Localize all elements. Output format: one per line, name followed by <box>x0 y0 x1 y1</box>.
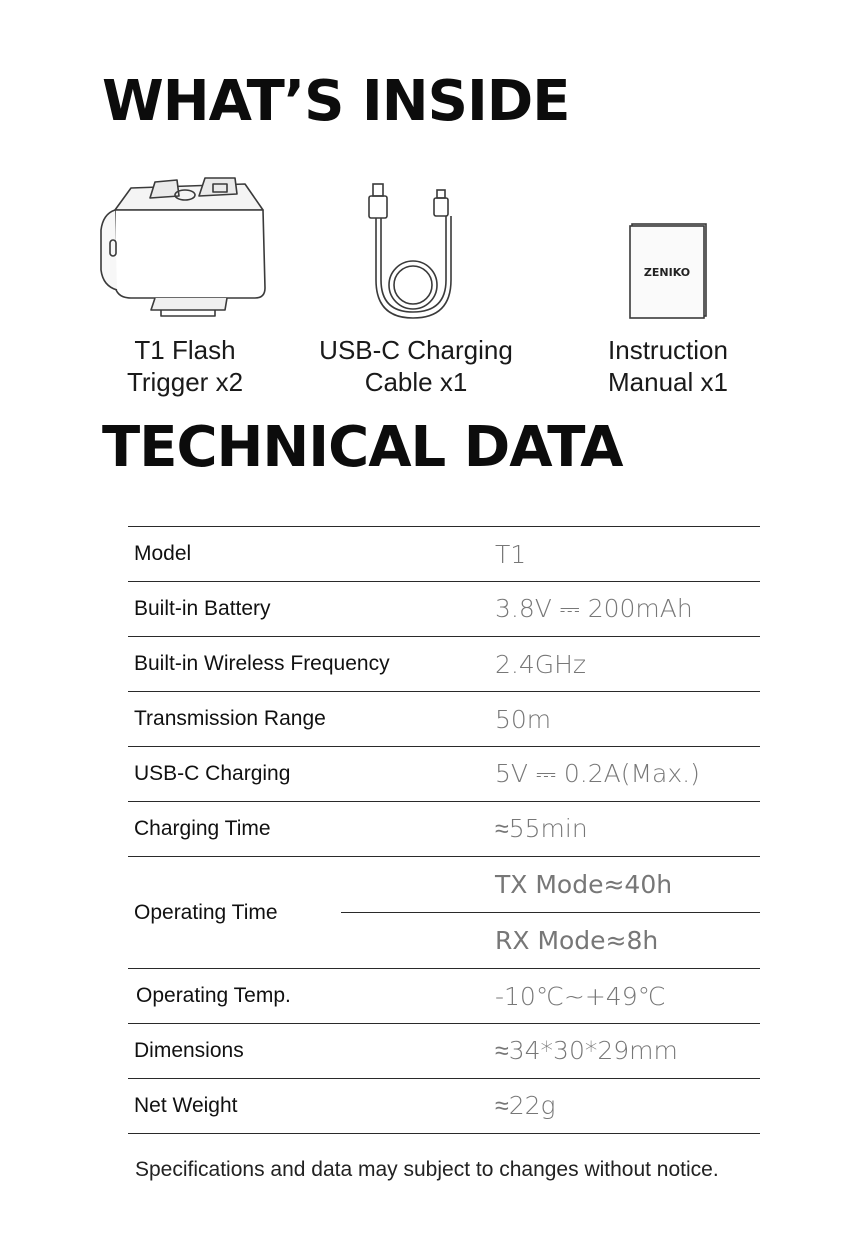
specs-table <box>128 526 760 1134</box>
spec-row-temp <box>128 968 760 1023</box>
spec-row-dimensions <box>128 1023 760 1078</box>
spec-value-rx: RX Mode≈8h <box>495 926 659 955</box>
spec-label: Operating Temp. <box>136 984 291 1007</box>
spec-row-range <box>128 691 760 746</box>
spec-value: 3.8V ⎓ 200mAh <box>495 594 693 623</box>
spec-value: T1 <box>495 539 527 569</box>
item-manual <box>538 160 798 398</box>
spec-row-charging-time <box>128 801 760 856</box>
spec-row-frequency <box>128 636 760 691</box>
item-usb-cable <box>286 160 546 398</box>
item-caption-line1: Instruction <box>608 335 728 365</box>
spec-label: Model <box>134 542 192 565</box>
disclaimer-note: Specifications and data may subject to changes without notice. <box>135 1158 719 1181</box>
spec-label: Net Weight <box>134 1094 238 1117</box>
item-flash-trigger <box>55 160 315 398</box>
item-caption-line2: Manual x1 <box>608 367 728 397</box>
item-caption-line2: Trigger x2 <box>126 367 244 397</box>
spec-value: ≈55min <box>495 814 588 843</box>
spec-value: ≈34*30*29mm <box>495 1036 678 1065</box>
spec-value: 5V ⎓ 0.2A(Max.) <box>495 759 700 788</box>
usb-cable-icon <box>361 180 471 320</box>
item-caption-line1: T1 Flash <box>134 335 236 365</box>
spec-value: -10℃~+49℃ <box>495 981 666 1011</box>
spec-value: 50m <box>495 704 552 734</box>
spec-row-model <box>128 526 760 581</box>
whats-inside-title: WHAT’S INSIDE <box>102 69 570 134</box>
spec-label: USB-C Charging <box>134 762 291 785</box>
technical-data-title: TECHNICAL DATA <box>102 415 623 480</box>
spec-label: Charging Time <box>134 817 271 840</box>
spec-label: Dimensions <box>134 1039 244 1062</box>
spec-row-operating-time <box>128 856 760 968</box>
spec-label: Operating Time <box>134 900 278 924</box>
spec-row-weight <box>128 1078 760 1134</box>
item-caption-line2: Cable x1 <box>364 367 468 397</box>
manual-icon <box>626 220 710 320</box>
flash-trigger-icon <box>95 170 275 320</box>
spec-row-charging <box>128 746 760 801</box>
spec-value: ≈22g <box>495 1091 556 1120</box>
spec-label: Built-in Battery <box>134 597 271 620</box>
spec-label: Transmission Range <box>134 707 326 730</box>
spec-value-tx: TX Mode≈40h <box>495 870 673 899</box>
spec-value: 2.4GHz <box>495 649 587 679</box>
manual-brand-text: ZENIKO <box>643 266 691 279</box>
spec-row-battery <box>128 581 760 636</box>
spec-label: Built-in Wireless Frequency <box>134 652 390 675</box>
item-caption-line1: USB-C Charging <box>319 335 513 365</box>
